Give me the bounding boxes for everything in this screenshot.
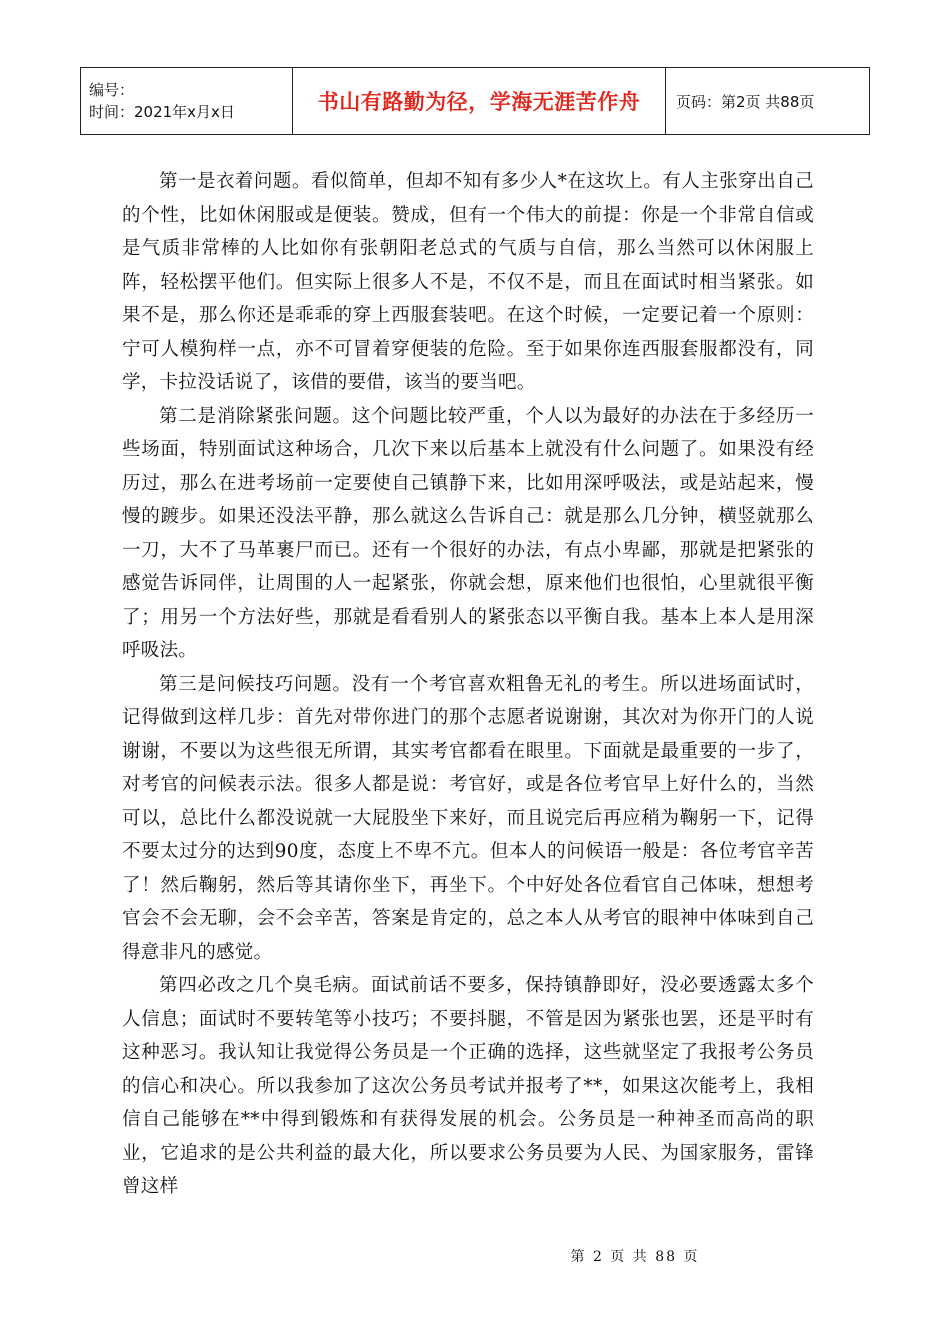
document-body (122, 165, 814, 1204)
header-motto: 书山有路勤为径，学海无涯苦作舟 (293, 68, 666, 135)
page-footer: 第 2 页 共 88 页 (570, 1249, 700, 1265)
header-meta-cell (81, 68, 293, 135)
document-date-label: 时间：2021年x月x日 (89, 103, 235, 121)
paragraph-nervousness: 第二是消除紧张问题。这个问题比较严重，个人以为最好的办法在于多经历一些场面，特别面试这种场合，几次下来以后基本上就没有什么问题了。如果没有经历过，那么在进考场前一定要使自己镇静下来，比如用深呼吸法，或是站起来，慢慢的踱步。如果还没法平静，那么就这么告诉自己：就是那么几分钟，横竖就那么一刀，大不了马革裹尸而已。还有一个很好的办法，有点小卑鄙，那就是把紧张的感觉告诉同伴，让周围的人一起紧张，你就会想，原来他们也很怕，心里就很平衡了；用另一个方法好些，那就是看看别人的紧张态以平衡自我。基本上本人是用深呼吸法。 (122, 405, 814, 661)
header-table (80, 67, 870, 135)
paragraph-bad-habits: 第四必改之几个臭毛病。面试前话不要多，保持镇静即好，没必要透露太多个人信息；面试时不要转笔等小技巧；不要抖腿，不管是因为紧张也罢，还是平时有这种恶习。我认知让我觉得公务员是一个正确的选择，这些就坚定了我报考公务员的信心和决心。所以我参加了这次公务员考试并报考了**，如果这次能考上，我相信自己能够在**中得到锻炼和有获得发展的机会。公务员是一种神圣而高尚的职业，它追求的是公共利益的最大化，所以要求公务员要为人民、为国家服务，雷锋曾这样 (122, 975, 814, 1197)
document-number-label: 编号： (89, 81, 135, 99)
paragraph-clothing: 第一是衣着问题。看似简单，但却不知有多少人*在这坎上。有人主张穿出自己的个性，比如休闲服或是便装。赞成，但有一个伟大的前提：你是一个非常自信或是气质非常棒的人比如你有张朝阳老总式的气质与自信，那么当然可以休闲服上阵，轻松摆平他们。但实际上很多人不是，不仅不是，而且在面试时相当紧张。如果不是，那么你还是乖乖的穿上西服套装吧。在这个时候，一定要记着一个原则：宁可人模狗样一点，亦不可冒着穿便装的危险。至于如果你连西服套服都没有，同学，卡拉没话说了，该借的要借，该当的要当吧。 (122, 171, 814, 393)
header-page-code: 页码：第2页 共88页 (666, 68, 870, 135)
paragraph-greeting: 第三是问候技巧问题。没有一个考官喜欢粗鲁无礼的考生。所以进场面试时，记得做到这样几步：首先对带你进门的那个志愿者说谢谢，其次对为你开门的人说谢谢，不要以为这些很无所谓，其实考官都看在眼里。下面就是最重要的一步了，对考官的问候表示法。很多人都是说：考官好，或是各位考官早上好什么的，当然可以，总比什么都没说就一大屁股坐下来好，而且说完后再应稍为鞠躬一下，记得不要太过分的达到90度，态度上不卑不亢。但本人的问候语一般是：各位考官辛苦了！然后鞠躬，然后等其请你坐下，再坐下。个中好处各位看官自己体味，想想考官会不会无聊，会不会辛苦，答案是肯定的，总之本人从考官的眼神中体味到自己得意非凡的感觉。 (122, 673, 814, 963)
